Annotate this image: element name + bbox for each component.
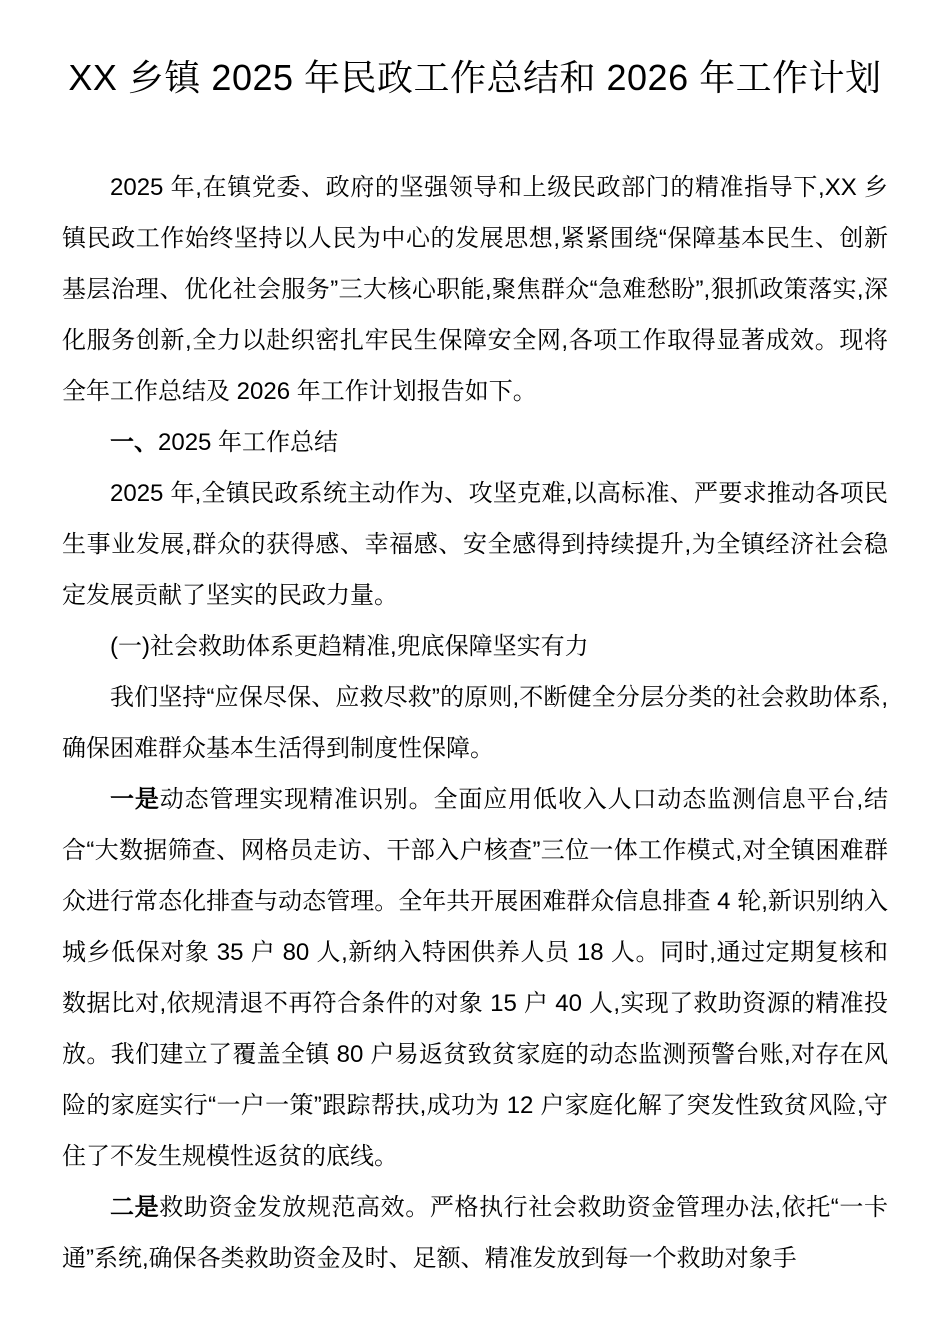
paragraph-body-text: 救助资金发放规范高效。严格执行社会救助资金管理办法,依托“一卡通”系统,确保各类救助资金及时、足额、精准发放到每一个救助对象手 bbox=[62, 1194, 888, 1272]
heading-number: 一、 bbox=[110, 429, 158, 456]
paragraph-intro: 2025 年,在镇党委、政府的坚强领导和上级民政部门的精准指导下,XX 乡镇民政工作始终坚持以人民为中心的发展思想,紧紧围绕“保障基本民生、创新基层治理、优化社会服务”三大核心职能,聚焦群众“急难愁盼”,狠抓政策落实,深化服务创新,全力以赴织密扎牢民生保障安全网,各项工作取得显著成效。现将全年工作总结及 2026 年工作计划报告如下。 bbox=[62, 174, 888, 405]
heading-2025-work-summary bbox=[62, 417, 888, 468]
document-title: XX 乡镇 2025 年民政工作总结和 2026 年工作计划 bbox=[68, 57, 882, 98]
paragraph-fund-distribution bbox=[62, 1182, 888, 1284]
paragraph-body-text: 动态管理实现精准识别。全面应用低收入人口动态监测信息平台,结合“大数据筛查、网格员走访、干部入户核查”三位一体工作模式,对全镇困难群众进行常态化排查与动态管理。全年共开展困难群众信息排查 4 轮,新识别纳入城乡低保对象 35 户 80 人,新纳入特困供养人员 18 人。同时,通过定期复核和数据比对,依规清退不再符合条件的对象 15 户 40 人,实现了救助资源的精准投放。我们建立了覆盖全镇 80 户易返贫致贫家庭的动态监测预警台账,对存在风险的家庭实行“一户一策”跟踪帮扶,成功为 12 户家庭化解了突发性致贫风险,守住了不发生规模性返贫的底线。 bbox=[62, 786, 888, 1170]
paragraph-overview: 2025 年,全镇民政系统主动作为、攻坚克难,以高标准、严要求推动各项民生事业发展,群众的获得感、幸福感、安全感得到持续提升,为全镇经济社会稳定发展贡献了坚实的民政力量。 bbox=[62, 480, 888, 609]
heading-text: 2025 年工作总结 bbox=[158, 429, 339, 456]
paragraph-principle: 我们坚持“应保尽保、应救尽救”的原则,不断健全分层分类的社会救助体系,确保困难群众基本生活得到制度性保障。 bbox=[62, 684, 888, 762]
paragraph-dynamic-management bbox=[62, 774, 888, 1182]
heading-social-assistance: (一)社会救助体系更趋精准,兜底保障坚实有力 bbox=[110, 633, 589, 660]
paragraph-lead-second: 二是 bbox=[110, 1194, 160, 1221]
paragraph-lead-first: 一是 bbox=[110, 786, 160, 813]
